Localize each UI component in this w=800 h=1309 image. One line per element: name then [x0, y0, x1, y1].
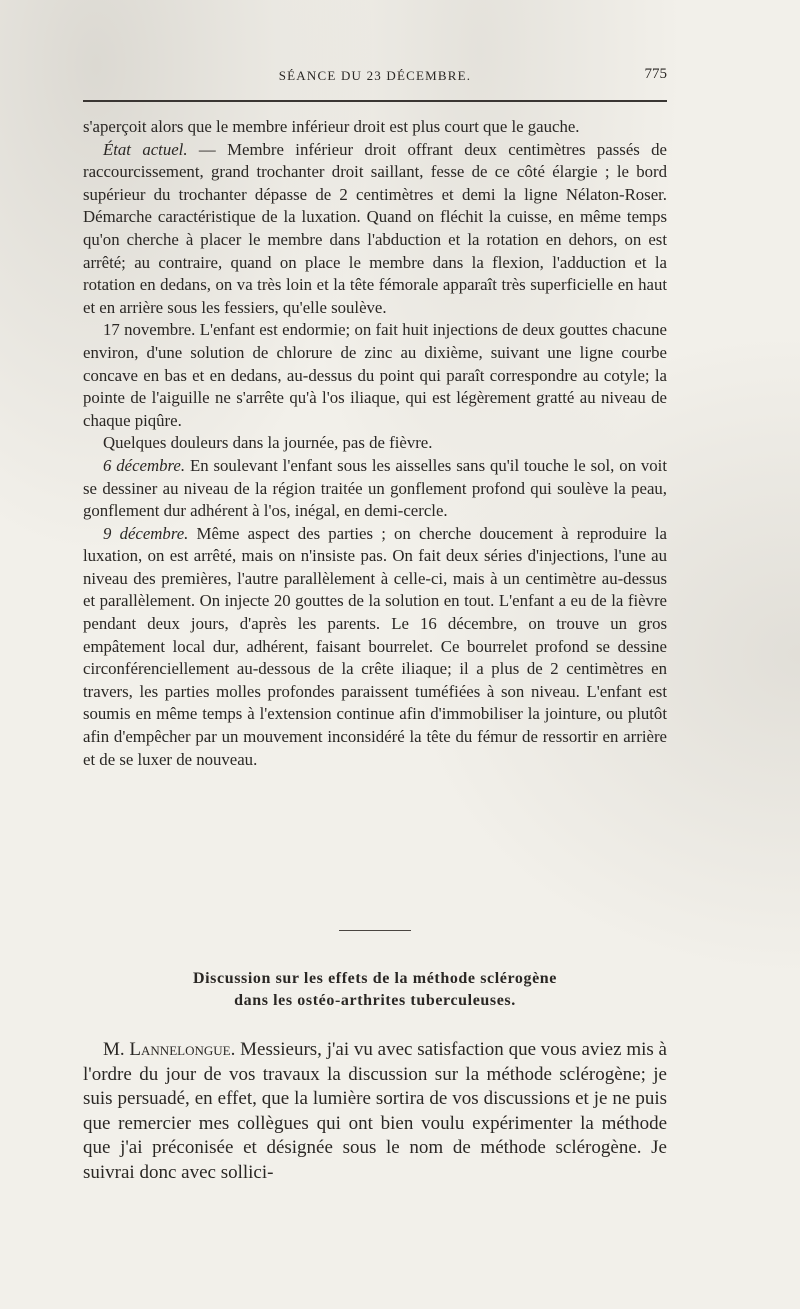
paragraph-lead: 6 décembre. — [103, 455, 186, 475]
paragraph-body: L'enfant est endormie; on fait huit injections de deux gouttes chacune environ, d'une solution de chlorure de zinc au dixième, suivant une ligne courbe concave en bas et en dedans, au-dessus du point qui paraît correspondre au cotyle; la pointe de l'aiguille ne s'arrête qu'à l'os iliaque, qui est légèrement gratté au niveau de chaque piqûre. — [83, 320, 667, 430]
discussion-paragraph — [83, 1038, 667, 1185]
paragraph-lead: État actuel. — [103, 139, 188, 159]
paragraph-body: Même aspect des parties ; on cherche doucement à reproduire la luxation, on est arrêté, mais on n'insiste pas. On fait deux séries d'injections, l'une au niveau des premières, l'autre parallèlement à celle-ci, mais à un centimètre au-dessus et parallèlement. On injecte 20 gouttes de la solution en tout. L'enfant a eu de la fièvre pendant deux jours, d'après les parents. Le 16 décembre, on trouve un gros empâtement local dur, adhérent, faisant bourrelet. Ce bourrelet profond se dessine circonférenciellement au-dessous de la crête iliaque; il a plus de 2 centimètres en travers, les parties molles profondes paraissent tuméfiées à son niveau. L'enfant est soumis en même temps à l'extension continue afin d'immobiliser la jointure, ou plutôt afin d'empêcher par un mouvement inconsidéré la tête du fémur de ressortir en arrière et de se luxer de nouveau. — [83, 523, 667, 769]
section-heading-line-1: Discussion sur les effets de la méthode sclérogène — [192, 970, 558, 987]
discussion-text — [83, 1038, 667, 1185]
paragraph-lead: 17 novembre. — [103, 320, 196, 340]
paragraph-6-decembre — [83, 455, 667, 523]
paragraph-continuation: s'aperçoit alors que le membre inférieur droit est plus court que le gauche. — [83, 117, 580, 136]
page-number: 775 — [644, 66, 667, 82]
paragraph-body: — Membre inférieur droit offrant deux centimètres passés de raccourcissement, grand trochanter droit saillant, fesse de ce côté élargie ; le bord supérieur du trochanter dépasse de 2 centimètres et demi la ligne Nélaton-Roser. Démarche caractéristique de la luxation. Quand on fléchit la cuisse, en même temps qu'on cherche à placer le membre dans l'abduction et la rotation en dehors, on est arrêté; au contraire, quand on place le membre dans la flexion, l'adduction et la rotation en dedans, on va très loin et la tête fémorale apparaît très superficielle en haut et en arrière sous les fessiers, qu'elle soulève. — [83, 139, 668, 317]
running-head-title: SÉANCE DU 23 DÉCEMBRE. — [278, 68, 472, 83]
running-head — [83, 64, 667, 86]
paragraph-lead: 9 décembre. — [103, 523, 189, 543]
paragraph-body: En soulevant l'enfant sous les aisselles sans qu'il touche le sol, on voit se dessiner au niveau de la région traitée un gonflement profond qui soulève la peau, gonflement dur adhérent à l'os, inégal, en demi-cercle. — [83, 455, 667, 521]
paragraph-douleurs: Quelques douleurs dans la journée, pas de fièvre. — [103, 433, 433, 453]
speaker-name: M. Lannelongue. — [103, 1039, 236, 1060]
section-heading — [83, 968, 667, 1012]
section-separator — [339, 930, 411, 931]
header-rule — [83, 100, 667, 102]
section-heading-line-2: dans les ostéo-arthrites tuberculeuses. — [234, 992, 516, 1009]
body-text — [83, 116, 667, 771]
paragraph-17-novembre — [83, 319, 667, 432]
paragraph-etat-actuel — [83, 139, 667, 320]
paragraph-9-decembre — [83, 523, 667, 772]
discussion-body: Messieurs, j'ai vu avec satisfaction que vous aviez mis à l'ordre du jour de vos travaux la discussion sur la méthode sclérogène; je suis persuadé, en effet, que la lumière sortira de vos discussions et je ne puis que remercier mes collègues qui ont bien voulu expérimenter la méthode que j'ai préconisée et désignée sous le nom de méthode sclérogène. Je suivrai donc avec sollici- — [83, 1039, 667, 1183]
